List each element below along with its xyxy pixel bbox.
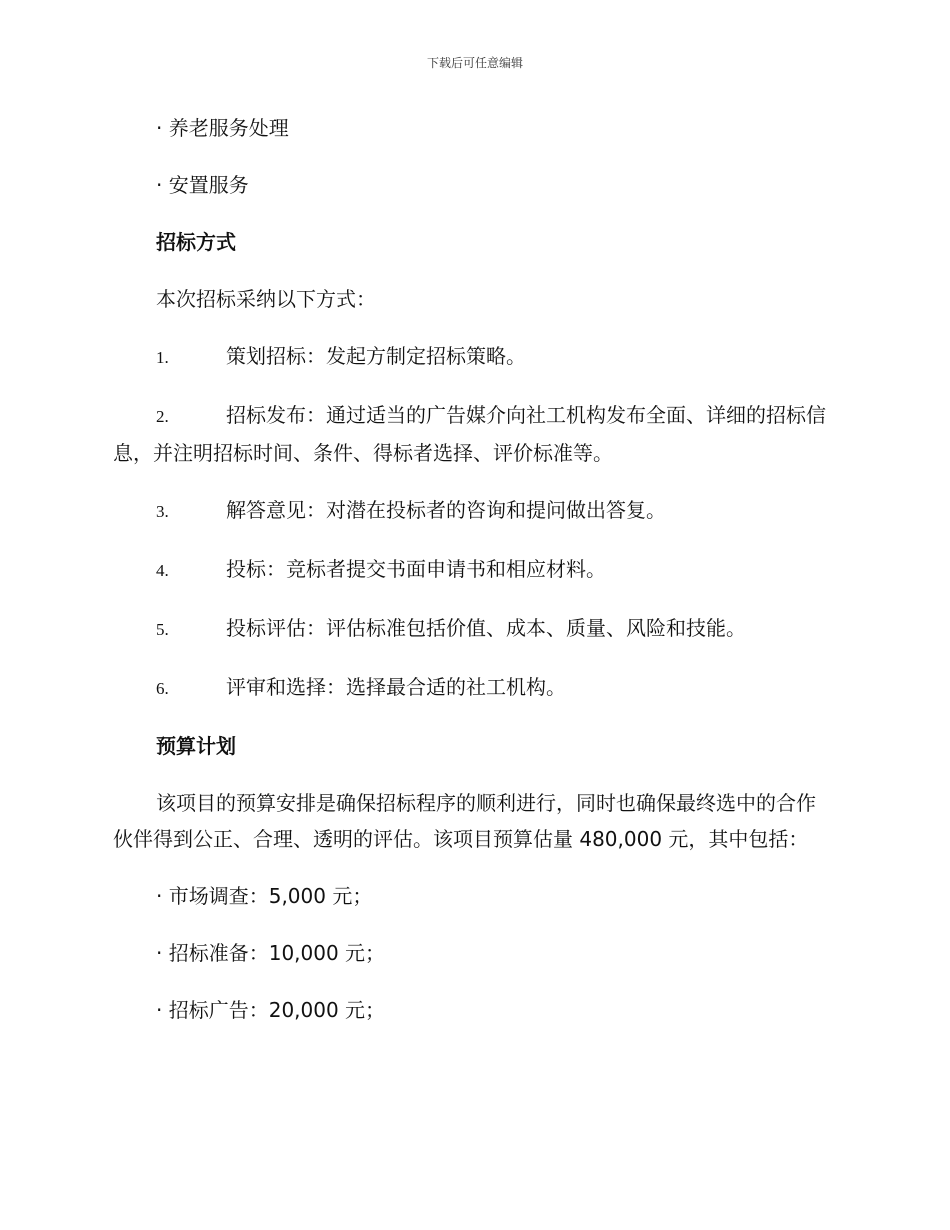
section-title-budget-plan: 预算计划 [156, 734, 236, 758]
budget-paragraph: 该项目的预算安排是确保招标程序的顺利进行，同时也确保最终选中的合作伙伴得到公正、合理、透明的评估。该项目预算估量 480,000 元，其中包括： [113, 791, 816, 851]
numbered-item-6 [113, 669, 833, 707]
numbered-item-5 [113, 610, 833, 648]
bullet-bid-advertising: · 招标广告：20,000 元； [156, 998, 386, 1022]
numbered-item-1 [113, 338, 833, 376]
page-header: 下载后可任意编辑 [426, 56, 523, 70]
item-number: 1. [156, 348, 169, 367]
bidding-intro: 本次招标采纳以下方式： [156, 287, 376, 311]
numbered-item-2 [113, 397, 833, 471]
item-number: 3. [156, 502, 169, 521]
item-number: 4. [156, 561, 169, 580]
bullet-elderly-service: · 养老服务处理 [156, 116, 289, 140]
item-text: 解答意见：对潜在投标者的咨询和提问做出答复。 [226, 498, 666, 522]
item-number: 5. [156, 620, 169, 639]
numbered-item-3 [113, 492, 833, 530]
item-text: 投标评估：评估标准包括价值、成本、质量、风险和技能。 [226, 616, 746, 640]
bullet-placement-service: · 安置服务 [156, 173, 249, 197]
item-number: 6. [156, 679, 169, 698]
bullet-bid-preparation: · 招标准备：10,000 元； [156, 941, 386, 965]
item-text: 评审和选择：选择最合适的社工机构。 [226, 675, 566, 699]
numbered-item-4 [113, 551, 833, 589]
item-text: 投标：竞标者提交书面申请书和相应材料。 [226, 557, 606, 581]
item-number: 2. [156, 407, 169, 426]
section-title-bidding-method: 招标方式 [156, 230, 236, 254]
bullet-market-research: · 市场调查：5,000 元； [156, 884, 373, 908]
item-text: 招标发布：通过适当的广告媒介向社工机构发布全面、详细的招标信息，并注明招标时间、条件、得标者选择、评价标准等。 [113, 403, 826, 465]
item-text: 策划招标：发起方制定招标策略。 [226, 344, 526, 368]
document-body [113, 110, 833, 1049]
